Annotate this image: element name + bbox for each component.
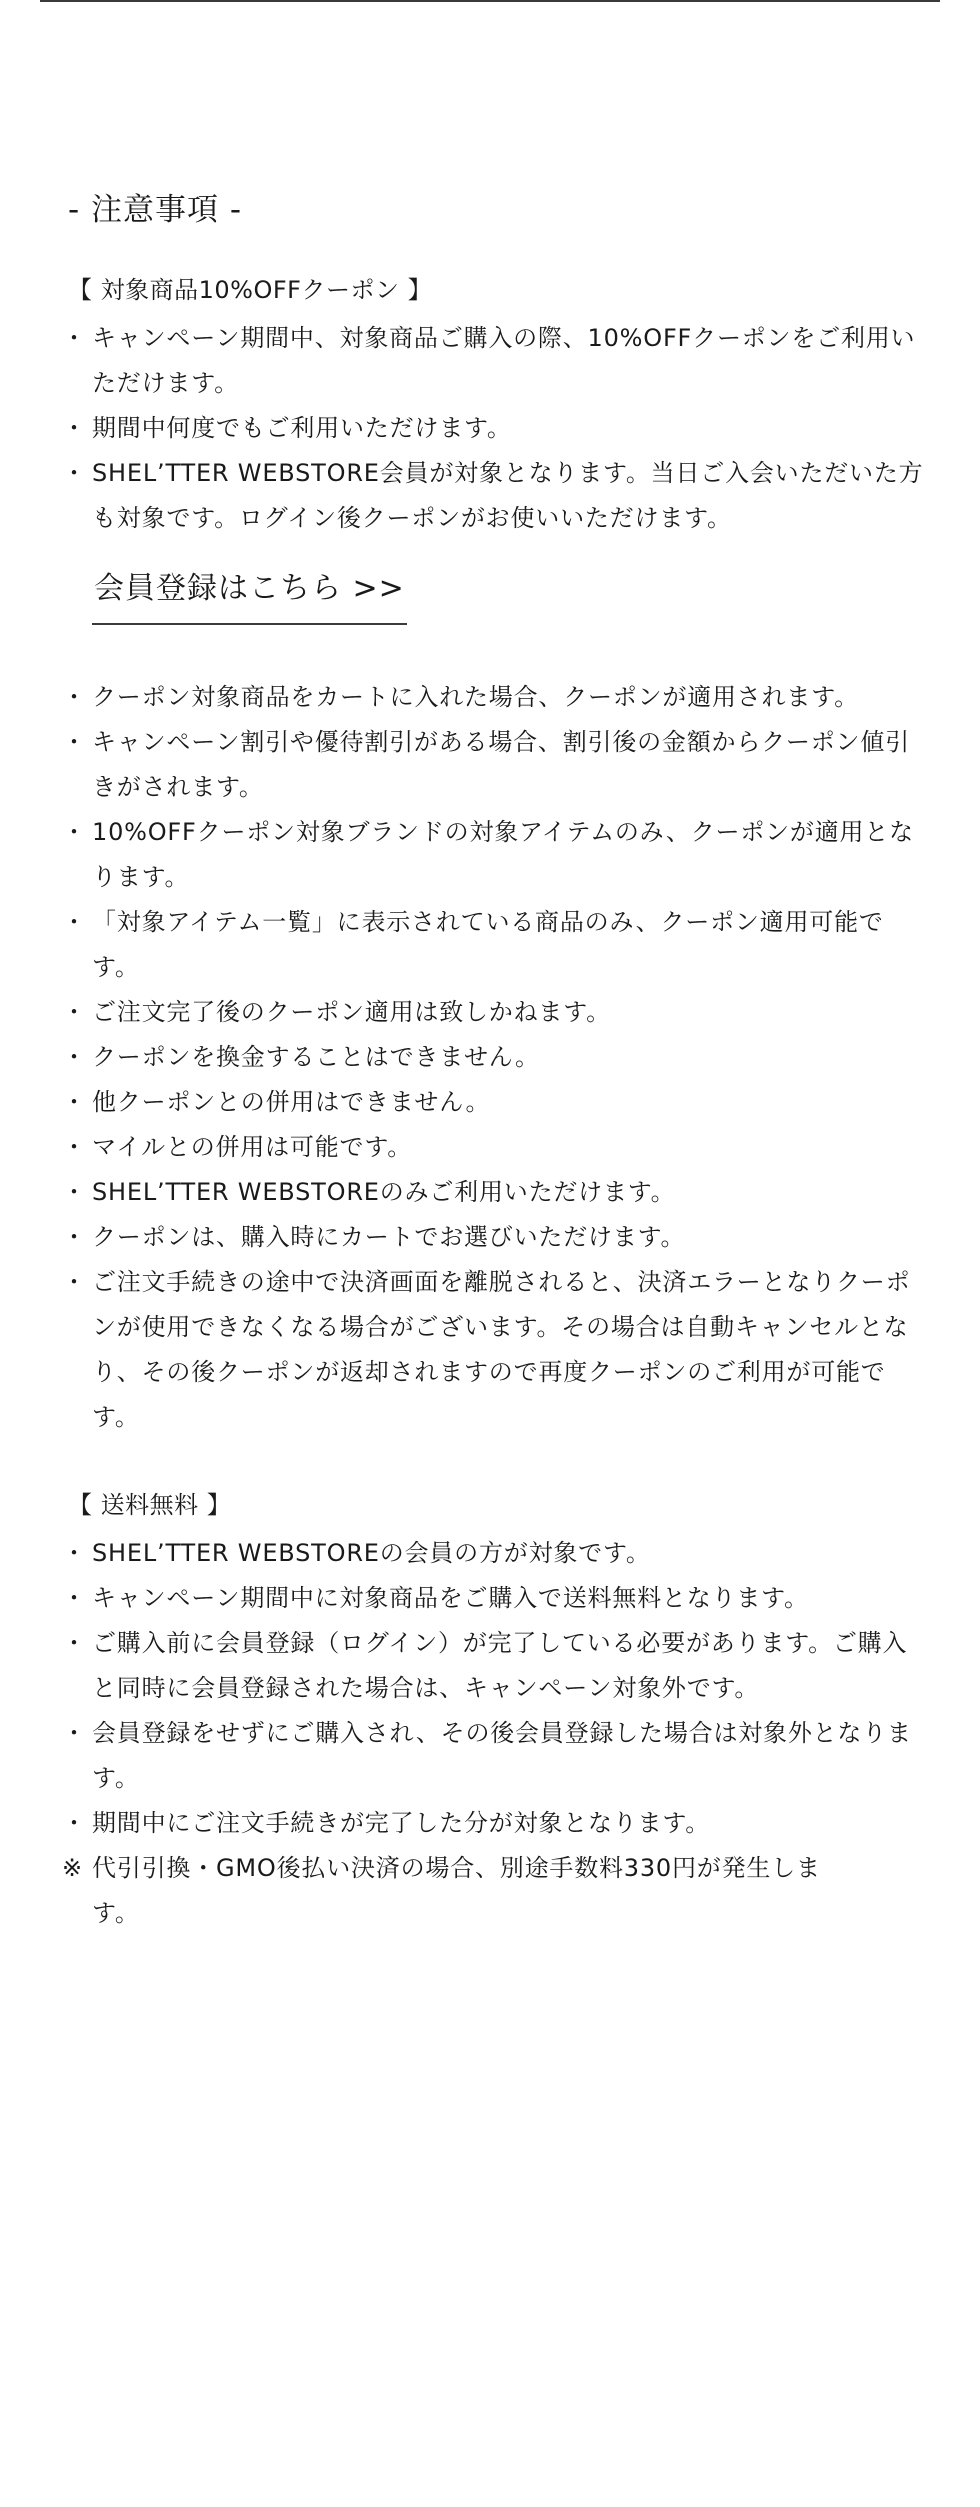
- coupon-rules-list: [68, 675, 928, 1440]
- list-item: ・ 10%OFFクーポン対象ブランドの対象アイテムのみ、クーポンが適用となります。: [68, 810, 928, 900]
- list-item: ・ ご注文完了後のクーポン適用は致しかねます。: [68, 990, 928, 1035]
- footnote-mark: ※: [62, 1854, 83, 1882]
- notice-section: [62, 190, 928, 1936]
- coupon-intro-list: [68, 316, 928, 541]
- list-item: ・ 他クーポンとの併用はできません。: [68, 1080, 928, 1125]
- list-item: ・ 会員登録をせずにご購入され、その後会員登録した場合は対象外となります。: [68, 1711, 928, 1801]
- shipping-section-title: 【 送料無料 】: [68, 1491, 232, 1519]
- footnote-text: 代引引換・GMO後払い決済の場合、別途手数料330円が発生します。: [92, 1854, 821, 1927]
- list-item: ・ 期間中何度でもご利用いただけます。: [68, 406, 928, 451]
- list-item: ・ ご購入前に会員登録（ログイン）が完了している必要があります。ご購入と同時に会員登録された場合は、キャンペーン対象外です。: [68, 1621, 928, 1711]
- register-link-wrapper: [92, 561, 928, 625]
- member-register-link[interactable]: 会員登録はこちら >>: [92, 561, 407, 625]
- list-item: ・ ご注文手続きの途中で決済画面を離脱されると、決済エラーとなりクーポンが使用できなくなる場合がございます。その場合は自動キャンセルとなり、その後クーポンが返却されますので再度クーポンのご利用が可能です。: [68, 1260, 928, 1440]
- top-divider: [40, 0, 940, 2]
- notice-heading: - 注意事項 -: [68, 192, 243, 228]
- list-item: ・ 期間中にご注文手続きが完了した分が対象となります。: [68, 1801, 928, 1846]
- list-item: ・ キャンペーン期間中、対象商品ご購入の際、10%OFFクーポンをご利用いただけます。: [68, 316, 928, 406]
- list-item: ・ SHEL’TTER WEBSTORE会員が対象となります。当日ご入会いただいた方も対象です。ログイン後クーポンがお使いいただけます。: [68, 451, 928, 541]
- coupon-section-title: 【 対象商品10%OFFクーポン 】: [68, 276, 433, 304]
- list-item: ・ マイルとの併用は可能です。: [68, 1125, 928, 1170]
- list-item: ・ クーポンを換金することはできません。: [68, 1035, 928, 1080]
- list-item: ・ SHEL’TTER WEBSTOREのみご利用いただけます。: [68, 1170, 928, 1215]
- list-item: ・ クーポン対象商品をカートに入れた場合、クーポンが適用されます。: [68, 675, 928, 720]
- shipping-footnote: [62, 1846, 852, 1936]
- shipping-list: [68, 1531, 928, 1846]
- section-spacer: [68, 1440, 928, 1485]
- list-item: ・ クーポンは、購入時にカートでお選びいただけます。: [68, 1215, 928, 1260]
- list-item: ・ キャンペーン期間中に対象商品をご購入で送料無料となります。: [68, 1576, 928, 1621]
- list-item: ・ キャンペーン割引や優待割引がある場合、割引後の金額からクーポン値引きがされます。: [68, 720, 928, 810]
- list-item: ・ SHEL’TTER WEBSTOREの会員の方が対象です。: [68, 1531, 928, 1576]
- list-item: ・ 「対象アイテム一覧」に表示されている商品のみ、クーポン適用可能です。: [68, 900, 928, 990]
